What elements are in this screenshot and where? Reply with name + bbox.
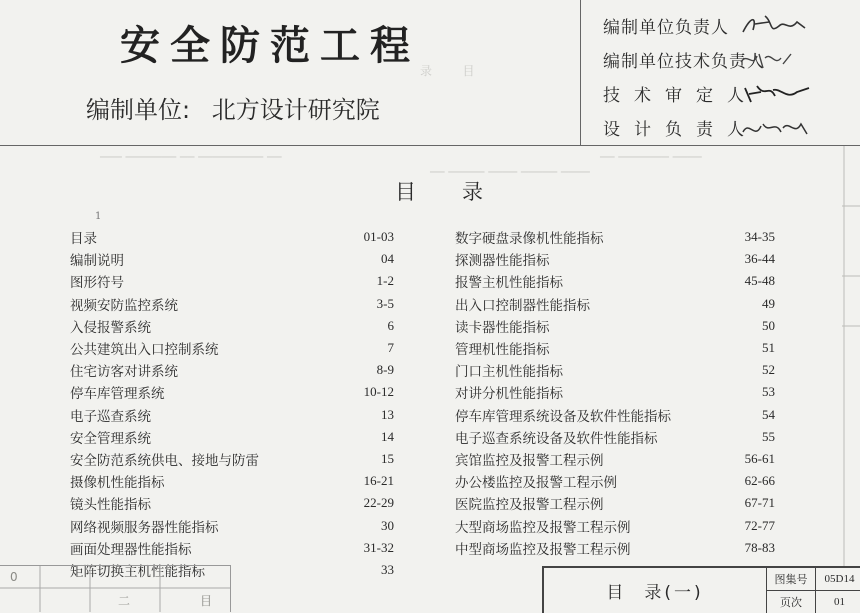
toc-entry — [455, 448, 775, 470]
toc-entry-page: 22-29 — [363, 495, 394, 511]
toc-entry-title: 读卡器性能指标 — [455, 319, 550, 336]
page-title: 安全防范工程 — [120, 23, 420, 69]
toc-entry-title: 目录 — [70, 231, 97, 248]
toc-entry — [455, 315, 775, 337]
toc-entry — [70, 514, 394, 536]
title-block-grid — [766, 568, 860, 613]
toc-entry-title: 门口主机性能指标 — [455, 364, 563, 381]
toc-entry-page: 10-12 — [363, 384, 394, 400]
title-block-row — [767, 590, 860, 613]
toc-entry-page: 51 — [762, 340, 775, 356]
toc-entry-title: 医院监控及报警工程示例 — [455, 497, 604, 514]
margin-mark: 1 — [95, 211, 102, 222]
toc-entry-title: 网络视频服务器性能指标 — [70, 519, 219, 536]
toc-entry-title: 停车库管理系统设备及软件性能指标 — [455, 408, 671, 425]
toc-entry — [70, 404, 394, 426]
toc-entry — [455, 492, 775, 514]
toc-entry — [70, 270, 394, 292]
title-block-row — [767, 568, 860, 590]
toc-entry — [455, 248, 775, 270]
header-divider-vertical — [580, 0, 581, 145]
toc-entry-page: 50 — [762, 317, 775, 333]
toc-entry-page: 33 — [381, 561, 394, 577]
toc-entry-title: 镜头性能指标 — [70, 497, 151, 514]
page-number-label: 页次 — [767, 591, 816, 613]
toc-entry-page: 13 — [381, 406, 394, 422]
toc-entry-page: 15 — [381, 450, 394, 466]
stamp-cell: 目 — [200, 594, 213, 608]
toc-entry — [70, 315, 394, 337]
toc-heading: 目录 — [395, 180, 529, 204]
toc-entry-page: 30 — [381, 517, 394, 533]
toc-entry-title: 停车库管理系统 — [70, 386, 165, 403]
responsibility-label: 编制单位技术负责人 — [603, 51, 765, 72]
toc-entry — [70, 492, 394, 514]
toc-entry-title: 编制说明 — [70, 253, 124, 270]
toc-entry-page: 45-48 — [744, 273, 775, 289]
bleed-through-text: ─── ─────── ── ───────── ── — [100, 150, 282, 164]
signature-image — [739, 80, 853, 106]
toc-entry-page: 04 — [381, 251, 394, 267]
responsibility-row — [603, 110, 853, 144]
toc-entry — [455, 359, 775, 381]
toc-entry-page: 01-03 — [363, 229, 394, 245]
toc-entry-page: 36-44 — [744, 251, 775, 267]
toc-entry-title: 入侵报警系统 — [70, 319, 151, 336]
toc-entry-title: 图形符号 — [70, 275, 124, 292]
toc-entry-page: 54 — [762, 406, 775, 422]
toc-entry-title: 安全防范系统供电、接地与防雷 — [70, 452, 259, 469]
page-number: 01 — [834, 596, 845, 608]
toc-entry-title: 住宅访客对讲系统 — [70, 364, 178, 381]
bleed-through-text: ── ───── ──── ───── ──── — [430, 165, 590, 179]
toc-entry-page: 6 — [387, 317, 394, 333]
toc-entry-title: 大型商场监控及报警工程示例 — [455, 519, 631, 536]
signature-image — [739, 114, 853, 140]
toc-entry-page: 55 — [762, 428, 775, 444]
toc-entry-page: 1-2 — [376, 273, 394, 289]
toc-entry-title: 数字硬盘录像机性能指标 — [455, 231, 604, 248]
toc-entry-page: 78-83 — [744, 539, 775, 555]
title-block-title — [544, 568, 766, 613]
toc-entry — [70, 337, 394, 359]
title-block-title-part1: 目 — [606, 583, 627, 603]
responsibility-label: 编制单位负责人 — [603, 17, 729, 38]
toc-entry-page: 8-9 — [376, 362, 394, 378]
toc-entry-title: 矩阵切换主机性能指标 — [70, 563, 205, 580]
toc-entry — [455, 270, 775, 292]
title-block — [542, 566, 860, 613]
toc-entry-title: 公共建筑出入口控制系统 — [70, 342, 219, 359]
toc-entry-title: 中型商场监控及报警工程示例 — [455, 541, 631, 558]
edge-bleed-lines — [842, 146, 860, 566]
toc-column-right — [455, 226, 775, 559]
toc-entry-title: 管理机性能指标 — [455, 342, 550, 359]
toc-entry-title: 画面处理器性能指标 — [70, 541, 192, 558]
toc-entry-title: 安全管理系统 — [70, 430, 151, 447]
responsibility-block — [603, 8, 853, 144]
toc-entry — [455, 337, 775, 359]
toc-entry — [70, 293, 394, 315]
signature-image — [739, 12, 853, 38]
compiling-unit-name: 北方设计研究院 — [211, 96, 380, 124]
toc-entry-page: 53 — [762, 384, 775, 400]
toc-entry-title: 视频安防监控系统 — [70, 297, 178, 314]
toc-entry-page: 7 — [387, 340, 394, 356]
toc-entry — [70, 448, 394, 470]
toc-entry-title: 宾馆监控及报警工程示例 — [455, 452, 604, 469]
responsibility-label: 设计负责人 — [603, 119, 758, 140]
bleed-through-text: 录 目 — [420, 64, 475, 78]
toc-entry — [455, 404, 775, 426]
toc-entry — [455, 293, 775, 315]
toc-entry — [70, 226, 394, 248]
toc-entry — [455, 470, 775, 492]
responsibility-row — [603, 42, 853, 76]
toc-entry — [70, 359, 394, 381]
toc-entry — [70, 248, 394, 270]
faded-stamp — [0, 565, 231, 612]
toc-entry-page: 31-32 — [363, 539, 394, 555]
toc-entry-title: 电子巡查系统设备及软件性能指标 — [455, 430, 658, 447]
stamp-cell: 0 — [10, 570, 18, 584]
toc-entry-title: 报警主机性能指标 — [455, 275, 563, 292]
toc-entry-page: 49 — [762, 295, 775, 311]
stamp-cell: 二 — [118, 594, 131, 608]
title-block-title-part2: 录(一) — [644, 583, 704, 603]
toc-entry — [455, 537, 775, 559]
toc-entry-page: 67-71 — [744, 495, 775, 511]
compiling-unit — [86, 90, 380, 125]
toc-entry — [455, 226, 775, 248]
toc-entry — [70, 537, 394, 559]
toc-entry-title: 对讲分机性能指标 — [455, 386, 563, 403]
toc-entry-page: 34-35 — [744, 229, 775, 245]
toc-entry-title: 电子巡查系统 — [70, 408, 151, 425]
signature-image — [739, 46, 853, 72]
toc-entry — [455, 514, 775, 536]
toc-entry — [70, 381, 394, 403]
bleed-through-text: ── ─────── ──── — [600, 150, 702, 164]
responsibility-row — [603, 8, 853, 42]
toc-column-left — [70, 226, 394, 581]
toc-entry-page: 16-21 — [363, 473, 394, 489]
toc-entry-page: 3-5 — [376, 295, 394, 311]
toc-entry-page: 14 — [381, 428, 394, 444]
toc-entry — [70, 426, 394, 448]
toc-entry-title: 摄像机性能指标 — [70, 475, 165, 492]
header-divider-horizontal — [0, 145, 860, 146]
responsibility-label: 技术审定人 — [603, 85, 758, 106]
atlas-number-label: 图集号 — [767, 568, 816, 590]
toc-entry-page: 52 — [762, 362, 775, 378]
toc-entry-title: 探测器性能指标 — [455, 253, 550, 270]
toc-entry-page: 62-66 — [744, 473, 775, 489]
toc-entry-title: 办公楼监控及报警工程示例 — [455, 475, 617, 492]
toc-entry — [455, 381, 775, 403]
atlas-number: 05D14 — [824, 573, 855, 585]
compiling-unit-label: 编制单位: — [86, 96, 191, 124]
toc-entry-page: 56-61 — [744, 450, 775, 466]
toc-entry-title: 出入口控制器性能指标 — [455, 297, 590, 314]
toc-entry — [70, 470, 394, 492]
toc-entry — [455, 426, 775, 448]
responsibility-row — [603, 76, 853, 110]
toc-entry-page: 72-77 — [744, 517, 775, 533]
